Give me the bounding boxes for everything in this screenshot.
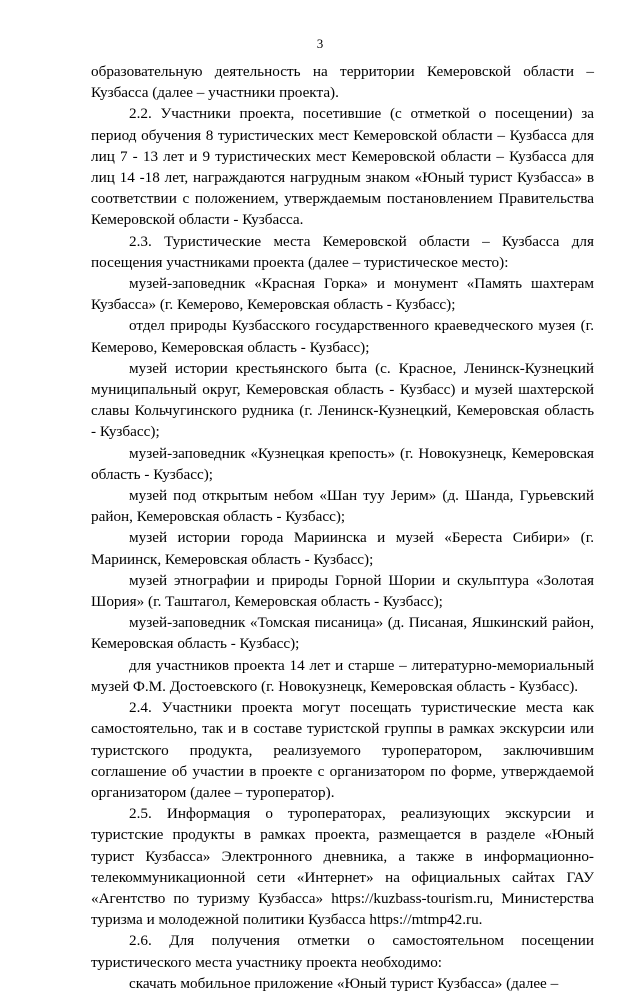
- list-item-peasant-museum: музей истории крестьянского быта (с. Красное, Ленинск-Кузнецкий муниципальный округ, Кемеровская область - Кузбасс) и музей шахтерской славы Кольчугинского рудника (г. Ленинск-Кузнецкий, Кемеровская область - Кузбасс);: [91, 359, 594, 441]
- list-item-dostoevsky-museum: для участников проекта 14 лет и старше – литературно-мемориальный музей Ф.М. Достоевского (г. Новокузнецк, Кемеровская область - Кузбасс).: [91, 656, 594, 695]
- document-body: [91, 61, 594, 994]
- list-item-krasnaya-gorka: музей-заповедник «Красная Горка» и монумент «Память шахтерам Кузбасса» (г. Кемерово, Кемеровская область - Кузбасс);: [91, 275, 594, 314]
- paragraph-2-6-item: скачать мобильное приложение «Юный турист Кузбасса» (далее –: [129, 974, 559, 992]
- list-item-mariinsk-museum: музей истории города Мариинска и музей «Береста Сибири» (г. Мариинск, Кемеровская область - Кузбасс);: [91, 529, 594, 568]
- paragraph-2-5: 2.5. Информация о туроператорах, реализующих экскурсии и туристские продукты в рамках проекта, размещается в разделе «Юный турист Кузбасса» Электронного дневника, а также в информационно-телекоммуникационной сети «Интернет» на официальных сайтах ГАУ «Агентство по туризму Кузбасса» https://kuzbass-tourism.ru, Министерства туризма и молодежной политики Кузбасса https://mtmp42.ru.: [91, 805, 594, 929]
- paragraph-continuation: образовательную деятельность на территории Кемеровской области – Кузбасса (далее – участники проекта).: [91, 63, 594, 102]
- list-item-gornaya-shoria: музей этнографии и природы Горной Шории и скульптура «Золотая Шория» (г. Таштагол, Кемеровская область - Кузбасс);: [91, 571, 594, 611]
- list-item-nature-museum: отдел природы Кузбасского государственного краеведческого музея (г. Кемерово, Кемеровская область - Кузбасс);: [91, 317, 594, 356]
- list-item-kuznetsk-fortress: музей-заповедник «Кузнецкая крепость» (г. Новокузнецк, Кемеровская область - Кузбасс);: [91, 444, 594, 483]
- paragraph-2-3: 2.3. Туристические места Кемеровской области – Кузбасса для посещения участниками проекта (далее – туристическое место):: [91, 232, 594, 271]
- paragraph-2-4: 2.4. Участники проекта могут посещать туристические места как самостоятельно, так и в составе туристской группы в рамках экскурсии или туристского продукта, реализуемого туроператором, заключившим соглашение об участии в проекте с организатором по форме, утверждаемой организатором (далее – туроператор).: [91, 699, 594, 801]
- paragraph-2-6: 2.6. Для получения отметки о самостоятельном посещении туристического места участнику проекта необходимо:: [91, 932, 594, 971]
- paragraph-2-2: 2.2. Участники проекта, посетившие (с отметкой о посещении) за период обучения 8 туристических мест Кемеровской области – Кузбасса для лиц 7 - 13 лет и 9 туристических мест Кемеровской области – Кузбасса для лиц 14 -18 лет, награждаются нагрудным знаком «Юный турист Кузбасса» в соответствии с положением, утверждаемым постановлением Правительства Кемеровской области - Кузбасса.: [91, 105, 594, 229]
- list-item-shan-tuu: музей под открытым небом «Шан туу Јерим» (д. Шанда, Гурьевский район, Кемеровская область - Кузбасс);: [91, 487, 594, 526]
- page-number: 3: [316, 36, 324, 51]
- list-item-tomskaya-pisanitsa: музей-заповедник «Томская писаница» (д. Писаная, Яшкинский район, Кемеровская область - Кузбасс);: [91, 614, 594, 653]
